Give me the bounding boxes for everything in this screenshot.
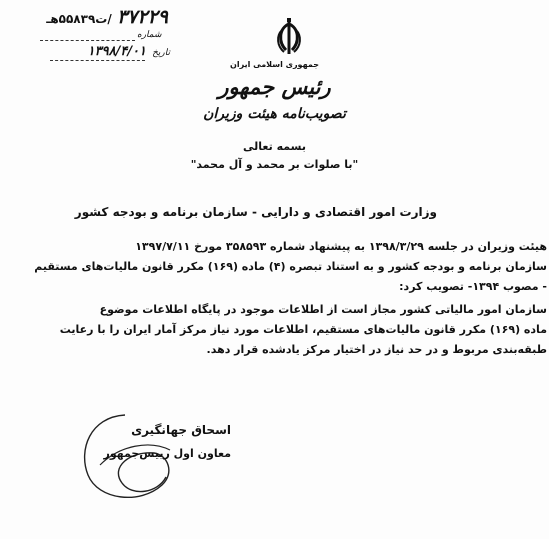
body-line-2-text: سازمان برنامه و بودجه کشور و به استناد تبصره (۴) ماده (۱۶۹) مکرر قانون مالیات‌های مستقیم — [34, 260, 547, 273]
signatory-name: اسحاق جهانگیری — [131, 423, 231, 437]
body-line-4: سازمان امور مالیاتی کشور مجاز است از اطلاعات موجود در پایگاه اطلاعات موضوع — [99, 303, 547, 316]
number-label: شماره — [137, 30, 162, 40]
document-type: تصویب‌نامه هیئت وزیران — [203, 106, 346, 122]
number-underline — [40, 40, 135, 41]
recipients-line: وزارت امور اقتصادی و دارایی - سازمان برنامه و بودجه کشور — [74, 205, 437, 219]
registration-number-printed: /ت۵۵۸۳۹هـ — [46, 12, 112, 26]
date-value: ۱۳۹۸/۴/۰۱ — [87, 44, 146, 59]
signatory-title: معاون اول رییس‌جمهور — [103, 447, 231, 460]
body-line-2 — [34, 260, 547, 273]
signature-scribble — [70, 405, 180, 515]
body-line-1: هیئت وزیران در جلسه ۱۳۹۸/۳/۲۹ به پیشنهاد شماره ۳۵۸۵۹۳ مورخ ۱۳۹۷/۷/۱۱ — [135, 240, 547, 253]
body-line-3: - مصوب ۱۳۹۴- تصویب کرد: — [399, 280, 547, 293]
date-label: تاریخ — [152, 48, 170, 58]
invocation: بسمه تعالی — [243, 140, 306, 153]
registration-number — [28, 6, 168, 28]
office-name: رئیس جمهور — [218, 74, 331, 99]
registration-number-handwritten: ۳۷۲۲۹ — [116, 6, 168, 28]
iran-emblem-icon — [274, 18, 304, 58]
body-line-6: طبقه‌بندی مربوط و در حد نیاز در اختیار مرکز یادشده قرار دهد. — [206, 343, 547, 356]
country-name: جمهوری اسلامی ایران — [230, 60, 319, 69]
body-line-5: ماده (۱۶۹) مکرر قانون مالیات‌های مستقیم، اطلاعات مورد نیاز مرکز آمار ایران را با رعایت — [59, 323, 547, 336]
salutation: "با صلوات بر محمد و آل محمد" — [190, 158, 359, 171]
